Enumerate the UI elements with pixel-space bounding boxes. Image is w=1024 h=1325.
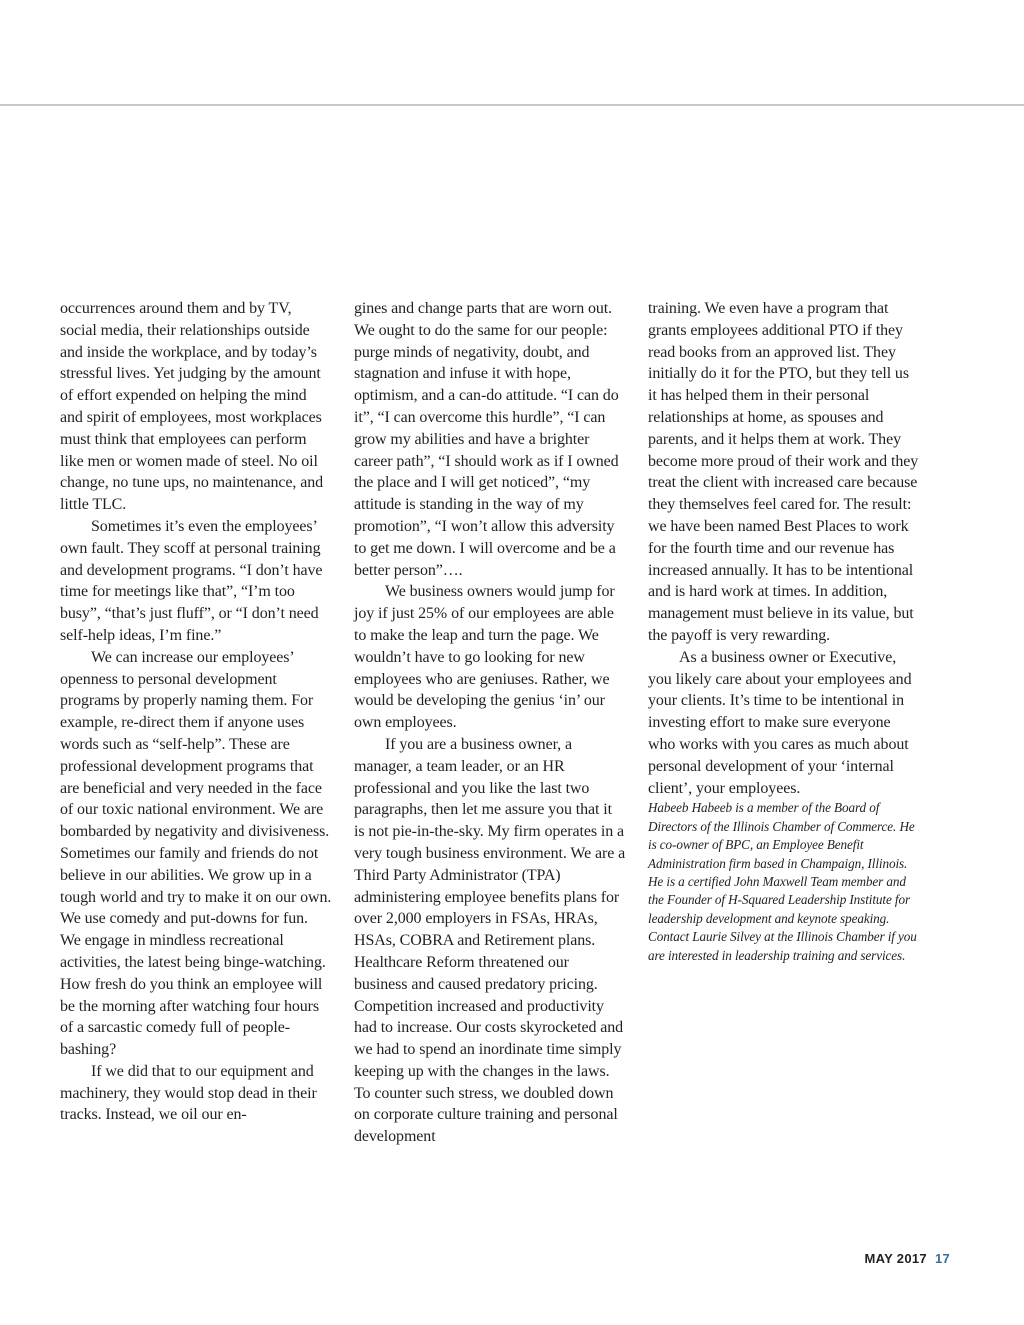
paragraph: gines and change parts that are worn out. We ought to do the same for our people: purge minds of negativity, doubt, and stagnation and infuse it with hope, optimism, and a can-do attitude. “I can do it”, “I can overcome this hurdle”, “I can grow my abilities and have a brighter career path”, “I should work as if I owned the place and I will get noticed”, “my attitude is standing in the way of my promotion”, “I won’t allow this adversity to get me down. I will overcome and be a better person”…. (354, 300, 619, 579)
author-bio: Habeeb Habeeb is a member of the Board of Directors of the Illinois Chamber of Commerce. He is co-owner of BPC, an Employee Benefit Administration firm based in Champaign, Illinois. He is a certified John Maxwell Team member and the Founder of H-Squared Leadership Institute for leadership development and keynote speaking. Contact Laurie Silvey at the Illinois Chamber if you are interested in leadership training and services. (648, 800, 917, 963)
paragraph: As a business owner or Executive, you likely care about your employees and your clients. It’s time to be intentional in investing effort to make sure everyone who works with you cares as much about personal development of your ‘internal client’, your employees. (648, 648, 912, 797)
paragraph: training. We even have a program that grants employees additional PTO if they read books from an approved list. They initially do it for the PTO, but they tell us it has helped them in their personal relationships at home, as spouses and parents, and it helps them at work. They become more proud of their work and they treat the client with increased care because they themselves feel cared for. The result: we have been named Best Places to work for the fourth time and our revenue has increased annually. It has to be intentional and is hard work at times. In addition, management must believe in its value, but the payoff is very rewarding. (648, 300, 919, 644)
paragraph: We can increase our employees’ openness to personal development programs by properly naming them. For example, re-direct them if anyone uses words such as “self-help”. These are professional development programs that are beneficial and very needed in the face of our toxic national environment. We are bombarded by negativity and divisiveness. Sometimes our family and friends do not believe in our abilities. We grow up in a tough world and try to make it on our own. We use comedy and put-downs for fun. We engage in mindless recreational activities, the latest being binge-watching. How fresh do you think an employee will be the morning after watching four hours of a sarcastic comedy full of people-bashing? (60, 648, 332, 1059)
article-column-2 (354, 298, 626, 1148)
page-number: 17 (934, 1251, 950, 1266)
paragraph: If we did that to our equipment and machinery, they would stop dead in their tracks. Instead, we oil our en- (60, 1062, 317, 1124)
paragraph: occurrences around them and by TV, social media, their relationships outside and inside the workplace, and by today’s stressful lives. Yet judging by the amount of effort expended on helping the mind and spirit of employees, most workplaces must think that employees can perform like men or women made of steel. No oil change, no tune ups, no maintenance, and little TLC. (60, 300, 324, 514)
page-footer (865, 1251, 950, 1266)
article-column-1 (60, 298, 332, 1126)
article-column-3 (648, 298, 920, 965)
header-rule (0, 104, 1024, 106)
paragraph: Sometimes it’s even the employees’ own fault. They scoff at personal training and development programs. “I don’t have time for meetings like that”, “I’m too busy”, “that’s just fluff”, or “I don’t need self-help ideas, I’m fine.” (60, 517, 323, 644)
paragraph: If you are a business owner, a manager, a team leader, or an HR professional and you like the last two paragraphs, then let me assure you that it is not pie-in-the-sky. My firm operates in a very tough business environment. We are a Third Party Administrator (TPA) administering employee benefits plans for over 2,000 employers in FSAs, HRAs, HSAs, COBRA and Retirement plans. Healthcare Reform threatened our business and caused predatory pricing. Competition increased and productivity had to increase. Our costs skyrocketed and we had to spend an inordinate time simply keeping up with the changes in the laws. To counter such stress, we doubled down on corporate culture training and personal development (354, 735, 626, 1146)
issue-date: MAY 2017 (864, 1251, 927, 1266)
paragraph: We business owners would jump for joy if just 25% of our employees are able to make the leap and turn the page. We wouldn’t have to go looking for new employees who are geniuses. Rather, we would be developing the genius ‘in’ our own employees. (354, 583, 615, 732)
